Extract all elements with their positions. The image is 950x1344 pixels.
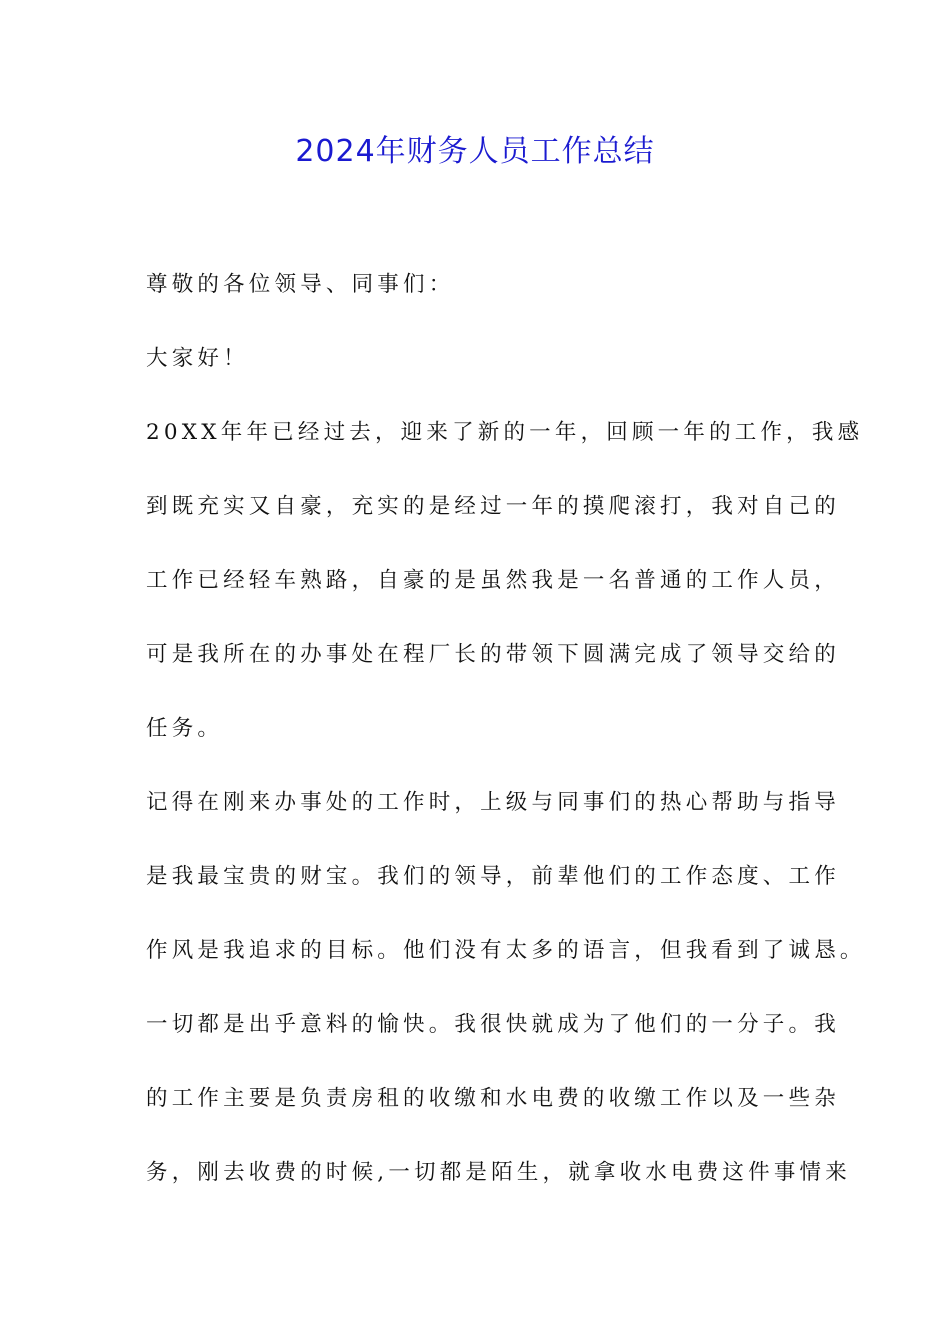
greeting-line: 大家好！: [146, 346, 249, 371]
document-body: [146, 265, 866, 1227]
document-title: 2024年财务人员工作总结: [295, 134, 655, 169]
paragraph-line: 任务。: [146, 716, 224, 741]
paragraph-line: 一切都是出乎意料的愉快。我很快就成为了他们的一分子。我: [146, 1012, 840, 1037]
paragraph-line: 作风是我追求的目标。他们没有太多的语言，但我看到了诚恳。: [146, 938, 866, 963]
paragraph-line: 是我最宝贵的财宝。我们的领导，前辈他们的工作态度、工作: [146, 864, 840, 889]
paragraph-line: 到既充实又自豪，充实的是经过一年的摸爬滚打，我对自己的: [146, 494, 840, 519]
paragraph-line: 记得在刚来办事处的工作时，上级与同事们的热心帮助与指导: [146, 790, 840, 815]
paragraph-line: 务，刚去收费的时候,一切都是陌生，就拿收水电费这件事情来: [146, 1160, 851, 1185]
paragraph-line: 20XX年年已经过去，迎来了新的一年，回顾一年的工作，我感: [146, 420, 864, 445]
paragraph-line: 工作已经轻车熟路，自豪的是虽然我是一名普通的工作人员，: [146, 568, 840, 593]
salutation-line: 尊敬的各位领导、同事们：: [146, 272, 455, 297]
paragraph-line: 的工作主要是负责房租的收缴和水电费的收缴工作以及一些杂: [146, 1086, 840, 1111]
paragraph-line: 可是我所在的办事处在程厂长的带领下圆满完成了领导交给的: [146, 642, 840, 667]
